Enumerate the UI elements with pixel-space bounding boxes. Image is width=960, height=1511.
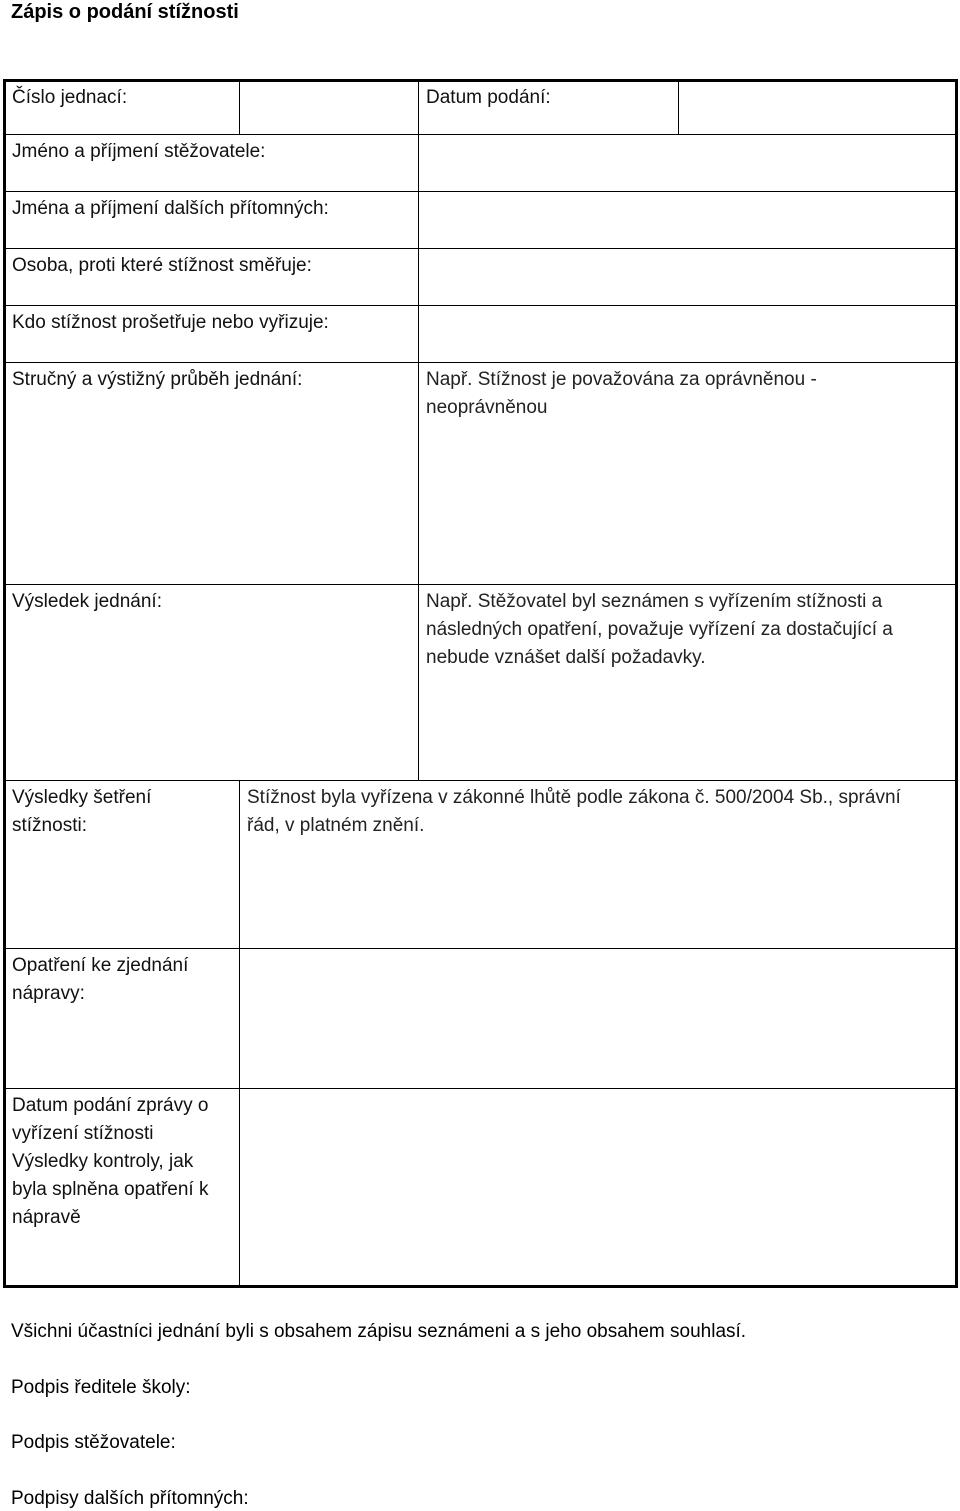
investigator-field[interactable] [419, 306, 955, 362]
accused-person-field[interactable] [419, 249, 955, 305]
complainant-name-label: Jméno a příjmení stěžovatele: [12, 141, 266, 162]
complaint-form-table [3, 79, 958, 1288]
accused-person-label: Osoba, proti které stížnost směřuje: [12, 255, 312, 276]
report-and-control-field[interactable] [240, 1089, 955, 1285]
outcome-label: Výsledek jednání: [12, 591, 162, 612]
remedy-field[interactable] [240, 949, 955, 1088]
agreement-statement: Všichni účastníci jednání byli s obsahem zápisu seznámeni a s jeho obsahem souhlasí. [11, 1321, 747, 1342]
row-divider [6, 362, 955, 363]
others-signatures-label: Podpisy dalších přítomných: [11, 1488, 249, 1509]
others-present-field[interactable] [419, 192, 955, 248]
investigator-label: Kdo stížnost prošetřuje nebo vyřizuje: [12, 312, 329, 333]
complainant-name-field[interactable] [419, 135, 955, 191]
row-divider [6, 584, 955, 585]
case-number-label: Číslo jednací: [12, 87, 128, 108]
control-results-label: Výsledky kontroly, jak byla splněna opatření k nápravě [12, 1151, 209, 1228]
investigation-results-label: Výsledky šetření stížnosti: [12, 787, 152, 836]
proceedings-example-text[interactable]: Např. Stížnost je považována za oprávněnou - neoprávněnou [426, 369, 817, 418]
proceedings-label: Stručný a výstižný průběh jednání: [12, 369, 303, 390]
row-divider [6, 780, 955, 781]
complainant-signature-label: Podpis stěžovatele: [11, 1432, 176, 1453]
others-present-label: Jména a příjmení dalších přítomných: [12, 198, 329, 219]
report-date-label: Datum podání zprávy o vyřízení stížnosti [12, 1095, 209, 1144]
remedy-label: Opatření ke zjednání nápravy: [12, 955, 189, 1004]
date-submitted-field[interactable] [679, 82, 955, 134]
investigation-results-text[interactable]: Stížnost byla vyřízena v zákonné lhůtě podle zákona č. 500/2004 Sb., správní řád, v platném znění. [247, 787, 901, 836]
outcome-example-text[interactable]: Např. Stěžovatel byl seznámen s vyřízením stížnosti a následných opatření, považuje vyřízení za dostačující a nebude vznášet další požadavky. [426, 591, 893, 668]
principal-signature-label: Podpis ředitele školy: [11, 1377, 191, 1398]
case-number-field[interactable] [240, 82, 418, 134]
document-title: Zápis o podání stížnosti [11, 1, 239, 23]
date-submitted-label: Datum podání: [426, 87, 551, 108]
